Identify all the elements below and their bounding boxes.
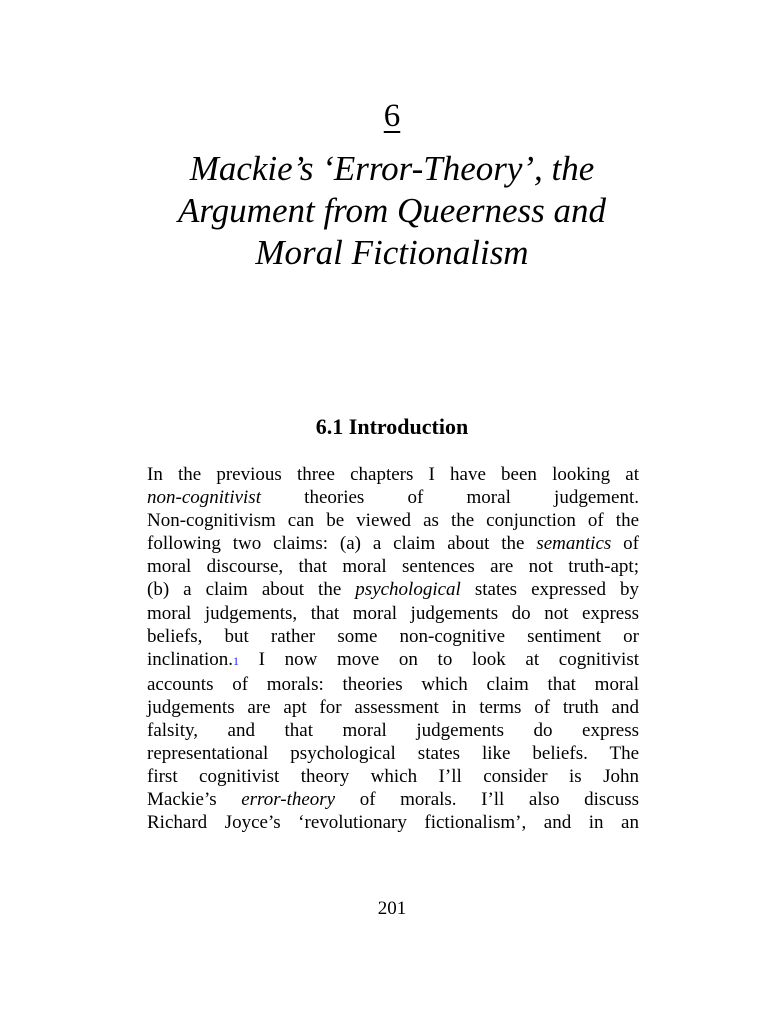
body-paragraph bbox=[147, 463, 639, 835]
text-line bbox=[147, 532, 639, 555]
line-text: inclination. bbox=[147, 648, 234, 670]
line-text: following two claims: (a) a claim about the bbox=[147, 533, 537, 555]
chapter-number: 6 bbox=[383, 98, 401, 134]
chapter-title bbox=[100, 148, 684, 274]
line-text: of morals. I’ll also discuss bbox=[335, 789, 639, 811]
text-line bbox=[147, 788, 639, 811]
text-line: first cognitivist theory which I’ll consider is John bbox=[147, 766, 639, 788]
chapter-title-line: Moral Fictionalism bbox=[255, 233, 529, 272]
text-line bbox=[147, 578, 639, 601]
chapter-title-line: Mackie’s ‘Error-Theory’, the bbox=[189, 149, 595, 188]
text-line bbox=[147, 648, 639, 673]
italic-text: psychological bbox=[355, 579, 461, 601]
italic-text: error-theory bbox=[241, 789, 336, 811]
line-text: Mackie’s bbox=[147, 789, 242, 811]
text-line: accounts of morals: theories which claim that moral bbox=[147, 673, 639, 695]
text-line bbox=[147, 486, 639, 509]
italic-text: semantics bbox=[536, 533, 612, 555]
italic-text: non-cognitivist bbox=[147, 487, 261, 509]
text-line: moral discourse, that moral sentences are not truth-apt; bbox=[147, 556, 639, 578]
text-line: Non-cognitivism can be viewed as the conjunction of the bbox=[147, 510, 639, 532]
page-number: 201 bbox=[377, 898, 407, 919]
line-text: states expressed by bbox=[460, 579, 639, 601]
line-text: I now move on to look at cognitivist bbox=[239, 648, 639, 670]
line-text: (b) a claim about the bbox=[147, 579, 356, 601]
footnote-reference-link[interactable]: 1 bbox=[233, 653, 240, 668]
text-line: falsity, and that moral judgements do express bbox=[147, 720, 639, 742]
text-line: In the previous three chapters I have been looking at bbox=[147, 464, 639, 485]
text-line: Richard Joyce’s ‘revolutionary fictionalism’, and in an bbox=[147, 812, 639, 834]
section-heading: 6.1 Introduction bbox=[315, 414, 469, 439]
chapter-title-line: Argument from Queerness and bbox=[177, 191, 607, 230]
line-text: of bbox=[611, 533, 639, 555]
text-line: beliefs, but rather some non-cognitive sentiment or bbox=[147, 625, 639, 647]
text-line: moral judgements, that moral judgements do not express bbox=[147, 602, 639, 624]
line-text: theories of moral judgement. bbox=[260, 487, 639, 509]
text-line: representational psychological states like beliefs. The bbox=[147, 743, 639, 765]
text-line: judgements are apt for assessment in terms of truth and bbox=[147, 696, 639, 718]
